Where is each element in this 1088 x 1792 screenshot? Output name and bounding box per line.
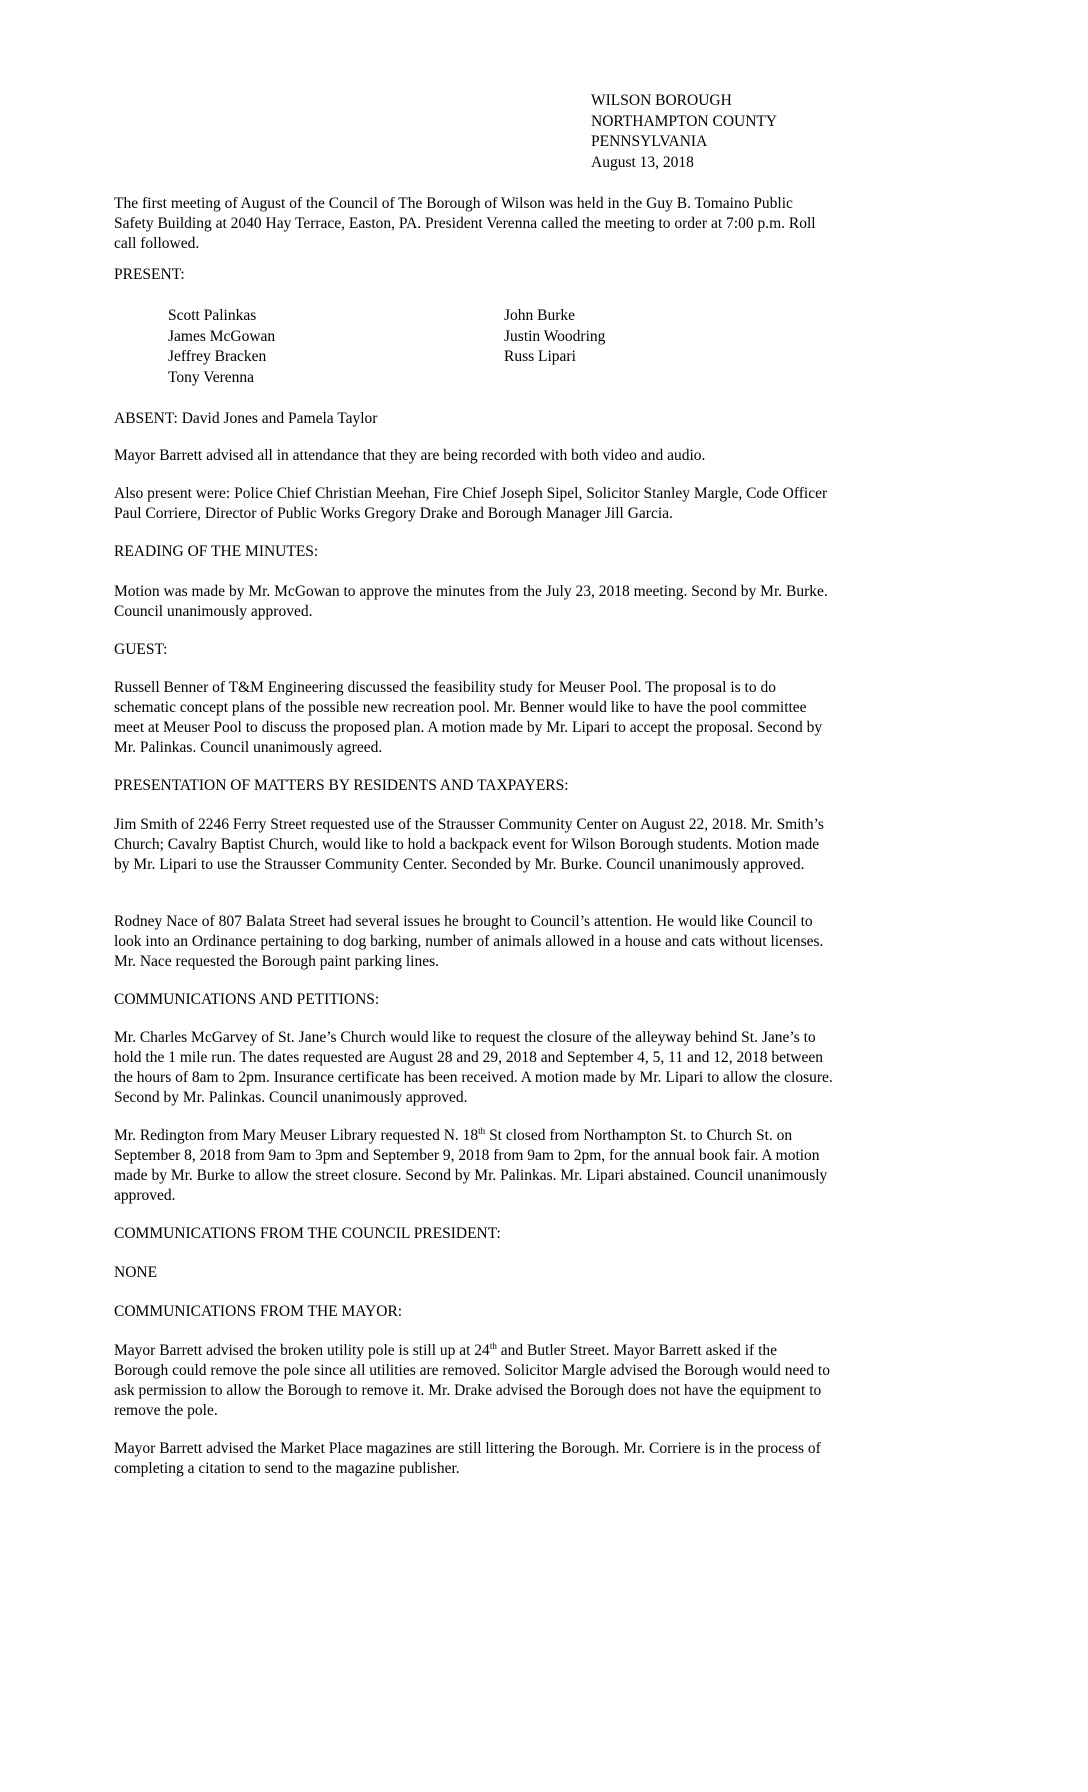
residents-paragraph-1: Jim Smith of 2246 Ferry Street requested use of the Strausser Community Center on August 22, 2018. Mr. Smith’s Church; Cavalry Baptist Church, would like to hold a backpack event for Wilson Borough students. Motion made by Mr. Lipari to use the Strausser Community Center. Seconded by Mr. Burke. Council unanimously approved.: [114, 816, 824, 873]
president-section: [114, 1224, 834, 1244]
communications-body2-block: [114, 1126, 834, 1206]
president-body-block: [114, 1263, 834, 1283]
present-heading: PRESENT:: [114, 266, 185, 283]
attendee: James McGowan: [168, 327, 276, 345]
communications-paragraph-2: Mr. Redington from Mary Meuser Library requested N. 18th St closed from Northampton St. to Church St. on September 8, 2018 from 9am to 3pm and September 9, 2018 from 9am to 2pm, for the annual book fair. A motion made by Mr. Burke to allow the street closure. Second by Mr. Palinkas. Mr. Lipari abstained. Council unanimously approved.: [114, 1125, 828, 1204]
attendee: Jeffrey Bracken: [168, 348, 267, 365]
minutes-paragraph: Motion was made by Mr. McGowan to approve the minutes from the July 23, 2018 meeting. Second by Mr. Burke. Council unanimously approved.: [114, 583, 828, 620]
absent-line: ABSENT: David Jones and Pamela Taylor: [114, 410, 378, 427]
residents-paragraph-2: Rodney Nace of 807 Balata Street had several issues he brought to Council’s attention. He would like Council to look into an Ordinance pertaining to dog barking, number of animals allowed in a house and cats without licenses. Mr. Nace requested the Borough paint parking lines.: [114, 913, 824, 970]
also-present-block: [114, 484, 834, 524]
president-paragraph: NONE: [114, 1264, 158, 1281]
meeting-date: August 13, 2018: [591, 153, 694, 171]
guest-body-block: [114, 678, 834, 758]
intro-paragraph-block: [114, 194, 834, 254]
residents-body1-block: [114, 815, 834, 875]
recording-notice-block: [114, 446, 834, 466]
mayor-heading: COMMUNICATIONS FROM THE MAYOR:: [114, 1303, 403, 1320]
attendee: Scott Palinkas: [168, 307, 257, 324]
county-name: NORTHAMPTON COUNTY: [591, 112, 778, 130]
present-heading-block: [114, 265, 834, 285]
attendee: Justin Woodring: [504, 327, 606, 345]
mayor-paragraph-1: Mayor Barrett advised the broken utility pole is still up at 24th and Butler Street. Mayor Barrett asked if the Borough could remove the pole since all utilities are removed. Solicitor Margle advised the Borough would need to ask permission to allow the Borough to remove it. Mr. Drake advised the Borough does not have the equipment to remove the pole.: [114, 1340, 830, 1419]
absent-block: [114, 409, 834, 429]
attendee: Tony Verenna: [168, 368, 255, 386]
borough-name: WILSON BOROUGH: [591, 92, 732, 109]
communications-heading: COMMUNICATIONS AND PETITIONS:: [114, 991, 380, 1008]
mayor-body1-block: [114, 1341, 834, 1421]
communications-body1-block: [114, 1028, 834, 1108]
attendance-column-right: [504, 306, 605, 368]
intro-paragraph: The first meeting of August of the Council of The Borough of Wilson was held in the Guy B. Tomaino Public Safety Building at 2040 Hay Terrace, Easton, PA. President Verenna called the meeting to order at 7:00 p.m. Roll call followed.: [114, 195, 816, 252]
attendee: John Burke: [504, 307, 576, 324]
guest-heading: GUEST:: [114, 641, 168, 658]
letterhead: [591, 91, 777, 173]
mayor-body2-block: [114, 1439, 834, 1479]
state-name: PENNSYLVANIA: [591, 133, 708, 150]
president-heading: COMMUNICATIONS FROM THE COUNCIL PRESIDENT:: [114, 1225, 501, 1242]
minutes-heading: READING OF THE MINUTES:: [114, 543, 319, 560]
residents-section: [114, 776, 834, 796]
communications-paragraph-1: Mr. Charles McGarvey of St. Jane’s Church would like to request the closure of the alleyway behind St. Jane’s to hold the 1 mile run. The dates requested are August 28 and 29, 2018 and September 4, 5, 11 and 12, 2018 between the hours of 8am to 2pm. Insurance certificate has been received. A motion made by Mr. Lipari to allow the closure. Second by Mr. Palinkas. Council unanimously approved.: [114, 1029, 833, 1106]
attendee: Russ Lipari: [504, 348, 576, 365]
attendance-column-left: [168, 306, 275, 388]
residents-heading: PRESENTATION OF MATTERS BY RESIDENTS AND TAXPAYERS:: [114, 777, 569, 794]
communications-section: [114, 990, 834, 1010]
minutes-body-block: [114, 582, 834, 622]
recording-notice: Mayor Barrett advised all in attendance that they are being recorded with both video and audio.: [114, 447, 706, 464]
guest-paragraph: Russell Benner of T&M Engineering discussed the feasibility study for Meuser Pool. The proposal is to do schematic concept plans of the possible new recreation pool. Mr. Benner would like to have the pool committee meet at Meuser Pool to discuss the proposed plan. A motion made by Mr. Lipari to accept the proposal. Second by Mr. Palinkas. Council unanimously agreed.: [114, 679, 823, 756]
guest-section: [114, 640, 834, 660]
also-present-paragraph: Also present were: Police Chief Christian Meehan, Fire Chief Joseph Sipel, Solicitor Stanley Margle, Code Officer Paul Corriere, Director of Public Works Gregory Drake and Borough Manager Jill Garcia.: [114, 485, 828, 522]
minutes-section: [114, 542, 834, 562]
mayor-section: [114, 1302, 834, 1322]
mayor-paragraph-2: Mayor Barrett advised the Market Place magazines are still littering the Borough. Mr. Corriere is in the process of completing a citation to send to the magazine publisher.: [114, 1440, 821, 1477]
residents-body2-block: [114, 912, 834, 972]
